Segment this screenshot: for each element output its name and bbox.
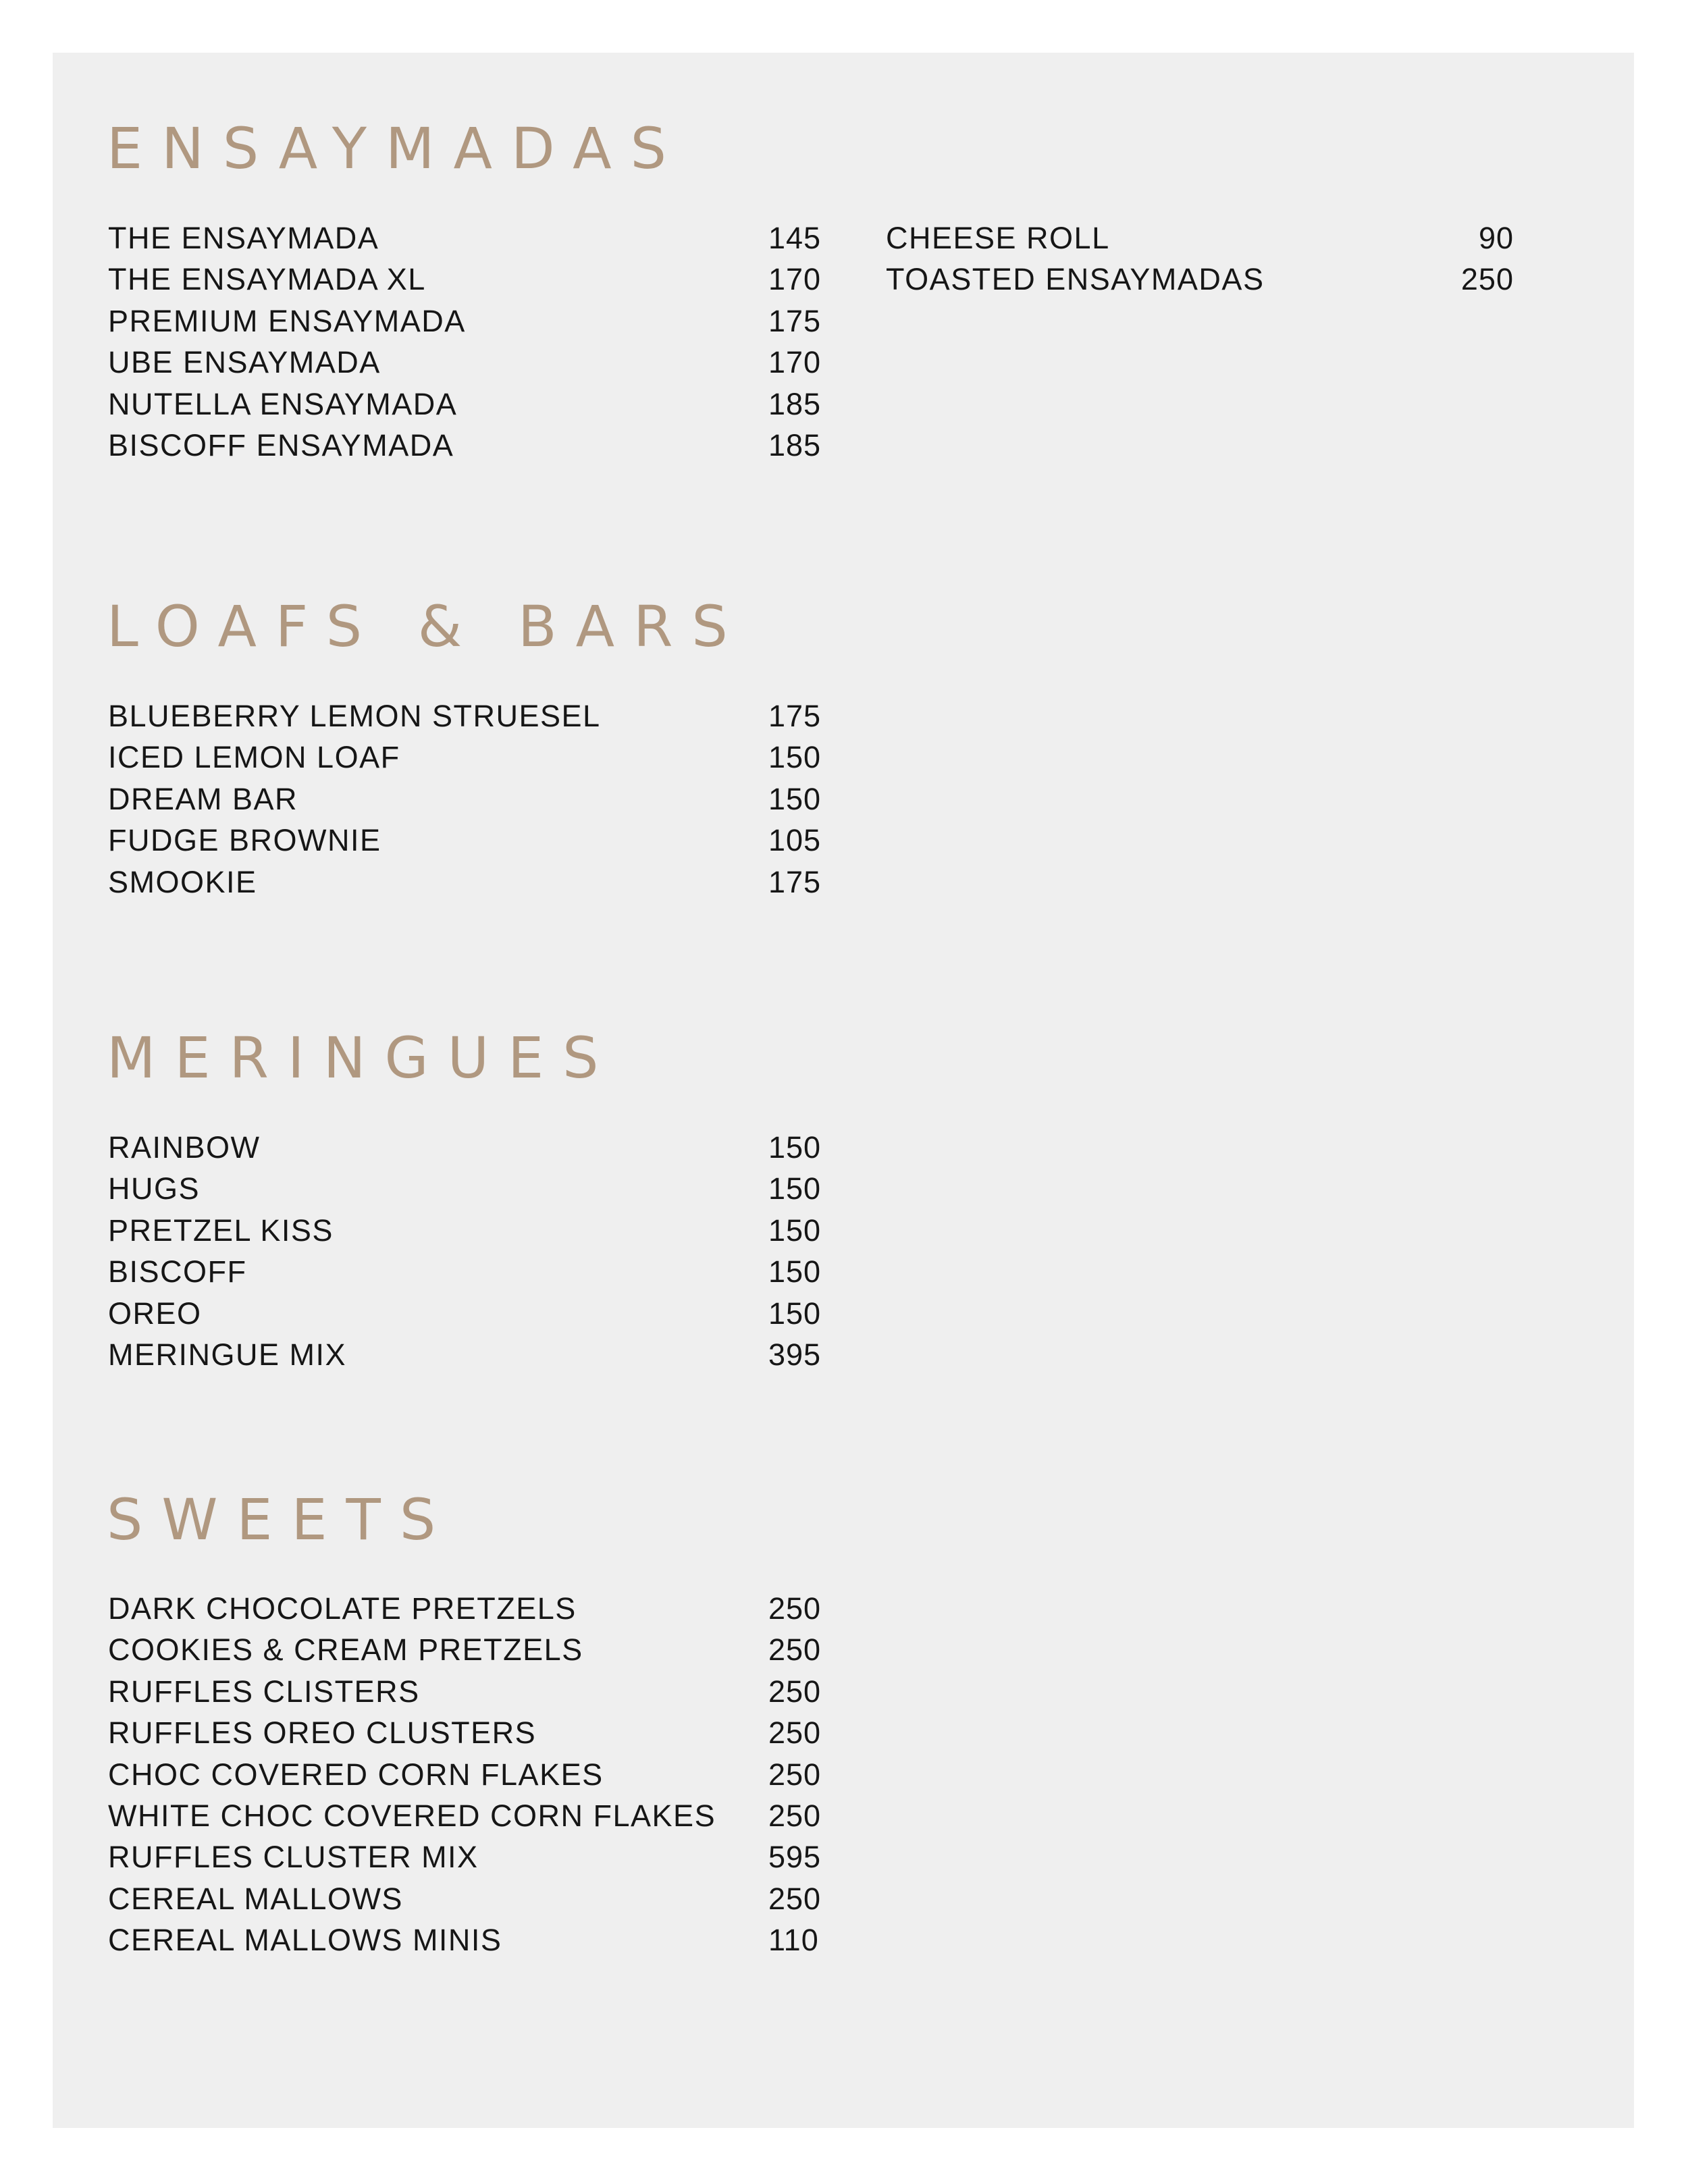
- list-item: [108, 1210, 824, 1251]
- item-price: 150: [768, 1171, 822, 1206]
- item-name: SMOOKIE: [108, 864, 257, 899]
- item-name: UBE ENSAYMADA: [108, 345, 381, 380]
- item-price: 175: [768, 864, 822, 899]
- item-name: RUFFLES CLISTERS: [108, 1674, 420, 1709]
- list-item: [108, 1127, 824, 1168]
- item-price: 250: [768, 1632, 822, 1668]
- item-list: [108, 217, 824, 466]
- item-price: 105: [768, 823, 822, 858]
- item-price: 145: [768, 221, 822, 255]
- item-name: PRETZEL KISS: [108, 1213, 334, 1248]
- item-name: DREAM BAR: [108, 781, 298, 816]
- list-item: [108, 425, 824, 466]
- item-price: 110: [768, 1923, 819, 1958]
- item-price: 175: [768, 303, 822, 338]
- list-item: [108, 1836, 824, 1877]
- item-name: WHITE CHOC COVERED CORN FLAKES: [108, 1798, 716, 1833]
- item-name: RUFFLES OREO CLUSTERS: [108, 1715, 537, 1751]
- item-name: COOKIES & CREAM PRETZELS: [108, 1632, 583, 1668]
- item-name: CHEESE ROLL: [886, 221, 1110, 255]
- list-item: [108, 300, 824, 342]
- item-price: 250: [768, 1674, 822, 1709]
- list-item: [108, 737, 824, 778]
- list-item: [108, 259, 824, 300]
- list-item: [108, 820, 824, 861]
- item-price: 150: [768, 1130, 822, 1165]
- section-title: MERINGUES: [107, 1025, 618, 1091]
- list-item: [108, 861, 824, 903]
- item-list-right: [886, 217, 1514, 300]
- item-price: 250: [768, 1591, 822, 1626]
- list-item: [108, 1671, 824, 1712]
- item-name: CEREAL MALLOWS MINIS: [108, 1923, 502, 1958]
- item-name: RUFFLES CLUSTER MIX: [108, 1840, 479, 1875]
- list-item: [886, 217, 1514, 259]
- item-price: 150: [768, 1296, 822, 1331]
- item-name: CHOC COVERED CORN FLAKES: [108, 1757, 604, 1792]
- item-price: 395: [768, 1337, 822, 1372]
- item-name: BLUEBERRY LEMON STRUESEL: [108, 699, 601, 733]
- item-price: 250: [768, 1881, 822, 1916]
- section-title: ENSAYMADAS: [107, 115, 685, 182]
- item-price: 175: [768, 699, 822, 733]
- item-price: 150: [768, 1213, 822, 1248]
- item-price: 90: [1478, 221, 1514, 255]
- item-price: 150: [768, 1254, 822, 1289]
- list-item: [108, 1293, 824, 1334]
- item-name: FUDGE BROWNIE: [108, 823, 381, 858]
- list-item: [108, 1919, 824, 1961]
- section-title: SWEETS: [107, 1487, 455, 1553]
- item-name: CEREAL MALLOWS: [108, 1881, 403, 1916]
- item-price: 185: [768, 386, 822, 421]
- item-price: 170: [768, 262, 822, 297]
- list-item: [108, 217, 824, 259]
- item-name: HUGS: [108, 1171, 201, 1206]
- item-list: [108, 1588, 824, 1961]
- item-name: DARK CHOCOLATE PRETZELS: [108, 1591, 577, 1626]
- list-item: [108, 1878, 824, 1919]
- item-price: 250: [768, 1715, 822, 1751]
- item-name: PREMIUM ENSAYMADA: [108, 303, 466, 338]
- item-list: [108, 1127, 824, 1375]
- list-item: [108, 1168, 824, 1209]
- menu-page: [53, 53, 1634, 2128]
- list-item: [108, 695, 824, 737]
- list-item: [108, 1754, 824, 1795]
- list-item: [108, 342, 824, 383]
- item-name: THE ENSAYMADA: [108, 221, 379, 255]
- item-price: 250: [768, 1798, 822, 1833]
- list-item: [108, 1588, 824, 1629]
- item-price: 250: [768, 1757, 822, 1792]
- section-title: LOAFS & BARS: [107, 593, 747, 660]
- item-price: 150: [768, 740, 822, 775]
- item-price: 185: [768, 427, 822, 462]
- item-name: MERINGUE MIX: [108, 1337, 347, 1372]
- list-item: [108, 383, 824, 425]
- list-item: [886, 259, 1514, 300]
- item-name: TOASTED ENSAYMADAS: [886, 262, 1265, 297]
- item-list: [108, 695, 824, 903]
- item-name: RAINBOW: [108, 1130, 261, 1165]
- item-name: ICED LEMON LOAF: [108, 740, 400, 775]
- list-item: [108, 778, 824, 820]
- item-price: 595: [768, 1840, 822, 1875]
- list-item: [108, 1712, 824, 1753]
- item-price: 250: [1460, 262, 1514, 297]
- item-name: THE ENSAYMADA XL: [108, 262, 426, 297]
- item-name: BISCOFF ENSAYMADA: [108, 427, 454, 462]
- item-name: BISCOFF: [108, 1254, 247, 1289]
- list-item: [108, 1251, 824, 1292]
- item-name: NUTELLA ENSAYMADA: [108, 386, 458, 421]
- item-price: 150: [768, 781, 822, 816]
- list-item: [108, 1629, 824, 1670]
- list-item: [108, 1334, 824, 1375]
- item-name: OREO: [108, 1296, 202, 1331]
- item-price: 170: [768, 345, 822, 380]
- list-item: [108, 1795, 824, 1836]
